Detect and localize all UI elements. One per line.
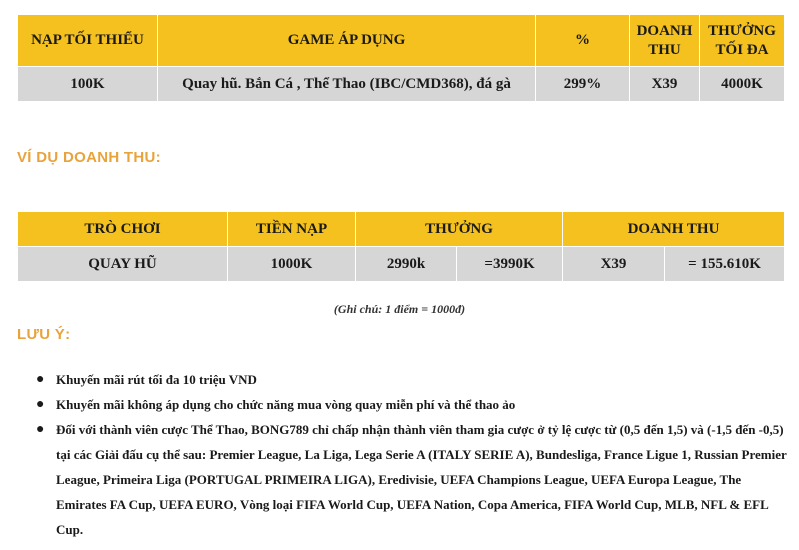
promo-conditions-table xyxy=(17,14,785,102)
header-turnover: DOANH THU xyxy=(563,212,785,247)
note-text: Đối với thành viên cược Thể Thao, BONG789 chỉ chấp nhận thành viên tham gia cược ở tỷ lệ cược từ (0,5 đến 1,5) và (-1,5 đến -0,5) tại các Giải đấu cụ thể sau: Premier League, La Liga, Lega Serie A (ITALY SERIE A), Bundesliga, France Ligue 1, Russian Premier League, Primeira Liga (PORTUGAL PRIMEIRA LIGA), Eredivisie, UEFA Champions League, UEFA Europa League, The Emirates FA Cup, UEFA EURO, Vòng loại FIFA World Cup, UEFA Nation, Copa America, FIFA World Cup, MLB, NFL & EFL Cup. xyxy=(56,422,787,537)
cell-min-deposit: 100K xyxy=(18,67,158,102)
header-percent: % xyxy=(536,15,630,67)
list-item xyxy=(28,367,788,392)
header-applicable-games: GAME ÁP DỤNG xyxy=(158,15,536,67)
cell-max-bonus: 4000K xyxy=(700,67,785,102)
cell-total: =3990K xyxy=(457,247,563,282)
cell-game: QUAY HŨ xyxy=(18,247,228,282)
section-heading-turnover-example: VÍ DỤ DOANH THU: xyxy=(17,149,161,166)
list-item xyxy=(28,417,788,542)
header-deposit: TIỀN NẠP xyxy=(228,212,356,247)
table-header-row xyxy=(18,15,785,67)
table-row xyxy=(18,67,785,102)
note-text: Khuyến mãi không áp dụng cho chức năng mua vòng quay miễn phí và thể thao ảo xyxy=(56,397,516,412)
header-max-bonus: THƯỞNG TỐI ĐA xyxy=(700,15,785,67)
bullet-icon: ● xyxy=(36,397,45,412)
cell-percent: 299% xyxy=(536,67,630,102)
note-text: Khuyến mãi rút tối đa 10 triệu VND xyxy=(56,372,257,387)
turnover-example-table xyxy=(17,211,785,282)
header-min-deposit: NẠP TỐI THIỂU xyxy=(18,15,158,67)
bullet-icon: ● xyxy=(36,422,45,437)
cell-turnover: X39 xyxy=(630,67,700,102)
header-turnover: DOANH THU xyxy=(630,15,700,67)
list-item xyxy=(28,392,788,417)
cell-multiplier: X39 xyxy=(563,247,665,282)
points-note: (Ghi chú: 1 điểm = 1000đ) xyxy=(333,302,466,316)
bullet-icon: ● xyxy=(36,372,45,387)
notes-list xyxy=(28,367,788,542)
header-bonus: THƯỞNG xyxy=(356,212,563,247)
cell-turnover-result: = 155.610K xyxy=(665,247,785,282)
cell-deposit: 1000K xyxy=(228,247,356,282)
header-game: TRÒ CHƠI xyxy=(18,212,228,247)
table-header-row xyxy=(18,212,785,247)
section-heading-notes: LƯU Ý: xyxy=(17,326,71,343)
cell-bonus: 2990k xyxy=(356,247,457,282)
table-row xyxy=(18,247,785,282)
cell-applicable-games: Quay hũ. Bắn Cá , Thể Thao (IBC/CMD368), đá gà xyxy=(158,67,536,102)
